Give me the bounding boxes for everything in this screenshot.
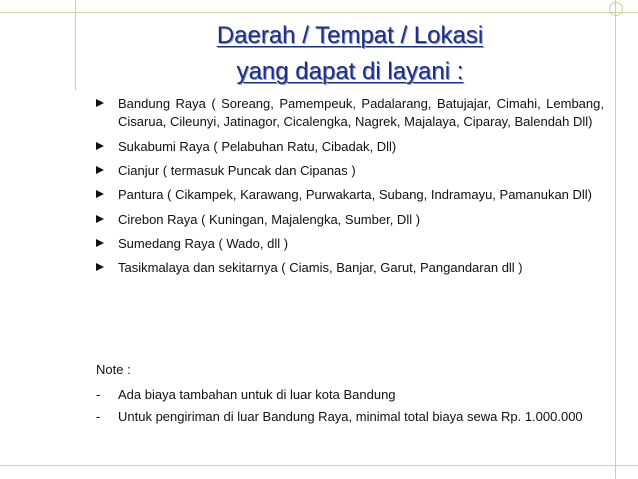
list-item — [96, 211, 604, 229]
note-text: Ada biaya tambahan untuk di luar kota Bandung — [118, 387, 396, 402]
area-text: Cirebon Raya ( Kuningan, Majalengka, Sumber, Dll ) — [118, 212, 421, 227]
decor-line-top — [0, 12, 638, 13]
decor-line-left — [75, 0, 76, 90]
decor-line-bottom — [0, 465, 638, 466]
dash-marker: - — [96, 409, 101, 424]
area-text: Cianjur ( termasuk Puncak dan Cipanas ) — [118, 163, 356, 178]
note-text: Untuk pengiriman di luar Bandung Raya, minimal total biaya sewa Rp. 1.000.000 — [118, 409, 583, 424]
area-text: Pantura ( Cikampek, Karawang, Purwakarta, Subang, Indramayu, Pamanukan Dll) — [118, 187, 593, 202]
list-item — [96, 235, 604, 253]
list-item — [96, 386, 604, 404]
bullet-arrow-icon — [96, 166, 104, 174]
bullet-arrow-icon — [96, 215, 104, 223]
list-item — [96, 408, 604, 426]
area-text: Sukabumi Raya ( Pelabuhan Ratu, Cibadak, Dll) — [118, 139, 397, 154]
bullet-arrow-icon — [96, 190, 104, 198]
decor-corner-arc — [609, 2, 623, 16]
area-text: Bandung Raya ( Soreang, Pamempeuk, Padalarang, Batujajar, Cimahi, Lembang, Cisarua, Cileunyi, Jatinagor, Cicalengka, Nagrek, Majalaya, Ciparay, Balendah Dll) — [118, 96, 604, 129]
slide-title-line-1: Daerah / Tempat / Lokasi — [216, 22, 484, 49]
list-item — [96, 186, 604, 204]
list-item — [96, 95, 604, 131]
list-item — [96, 259, 604, 277]
bullet-arrow-icon — [96, 263, 104, 271]
area-text: Tasikmalaya dan sekitarnya ( Ciamis, Banjar, Garut, Pangandaran dll ) — [118, 260, 523, 275]
service-area-list — [96, 95, 604, 284]
decor-line-right — [615, 0, 616, 479]
area-text: Sumedang Raya ( Wado, dll ) — [118, 236, 289, 251]
bullet-arrow-icon — [96, 142, 104, 150]
dash-marker: - — [96, 387, 101, 402]
bullet-arrow-icon — [96, 99, 104, 107]
slide-title-line-2: yang dapat di layani : — [236, 58, 464, 85]
note-label: Note : — [96, 362, 131, 377]
list-item — [96, 162, 604, 180]
bullet-arrow-icon — [96, 239, 104, 247]
list-item — [96, 138, 604, 156]
note-list — [96, 386, 604, 430]
